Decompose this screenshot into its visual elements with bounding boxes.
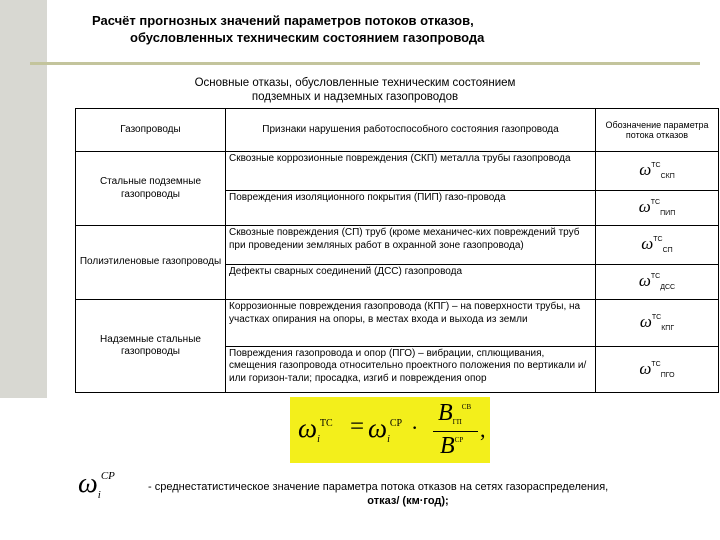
table-row [76,226,719,265]
table-header-row [76,109,719,152]
formula-denominator: $B^{СР}$ [440,433,464,459]
group-steel-underground: Стальные подземные газопроводы [76,152,226,226]
legend-symbol: $\omega_i^{CP}$ [78,468,115,501]
row-description: Сквозные коррозионные повреждения (СКП) металла трубы газопровода [226,152,596,191]
formula-numerator: $BГП^{СВ}$ [438,400,472,426]
header-signs: Признаки нарушения работоспособного состояния газопровода [226,109,596,152]
row-symbol: $\omega^{ТС}_{КПГ}$ [596,300,719,347]
row-description: Повреждения изоляционного покрытия (ПИП) газо-провода [226,190,596,225]
row-symbol: $\omega^{ТС}_{ДСС}$ [596,264,719,299]
group-steel-aboveground: Надземные стальные газопроводы [76,300,226,393]
row-description: Сквозные повреждения (СП) труб (кроме механичес-ких повреждений труб при проведении земляных работ в охранной зоне газопровода) [226,226,596,265]
title-line-2: обусловленных техническим состоянием газопровода [130,30,485,45]
row-symbol: $\omega^{ТС}_{ПГО}$ [596,346,719,393]
header-pipelines: Газопроводы [76,109,226,152]
row-description: Дефекты сварных соединений (ДСС) газопровода [226,264,596,299]
row-symbol: $\omega^{ТС}_{ПИП}$ [596,190,719,225]
formula-fraction-bar [433,431,478,432]
table-caption [130,76,580,104]
caption-line-2: подземных и надземных газопроводов [251,91,459,103]
row-description: Коррозионные повреждения газопровода (КПГ) – на поверхности трубы, на участках опирания на опоры, в местах входа и выхода из земли [226,300,596,347]
main-formula [290,397,490,463]
header-designation: Обозначение параметра потока отказов [596,109,719,152]
formula-equals: = [350,413,365,440]
title-line-1: Расчёт прогнозных значений параметров потоков отказов, [92,13,474,28]
formula-lhs: $\omega i^{TC}$ [298,413,333,445]
group-polyethylene: Полиэтиленовые газопроводы [76,226,226,300]
slide-title [92,12,592,46]
formula-rhs-omega: $\omega i^{CP}$ [368,413,403,445]
row-symbol: $\omega^{ТС}_{СКП}$ [596,152,719,191]
legend-unit: отказ/ (км·год); [367,495,449,507]
table-row [76,152,719,191]
side-decor-bar [0,0,47,398]
caption-line-1: Основные отказы, обусловленные техническим состоянием [194,77,516,89]
legend-text: - среднестатистическое значение параметра потока отказов на сетях газораспределения, [148,481,609,493]
row-description: Повреждения газопровода и опор (ПГО) – вибрации, сплющивания, смещения газопровода относительно проектного положения по вертикали и/или горизон-тали; просадка, изгиб и повреждения опор [226,346,596,393]
formula-multiply: · [411,415,419,440]
formula-comma: , [480,417,486,442]
row-symbol: $\omega^{ТС}_{СП}$ [596,226,719,265]
title-divider [30,62,700,65]
failure-table [75,108,719,393]
table-row [76,300,719,347]
legend-explanation [148,480,668,508]
